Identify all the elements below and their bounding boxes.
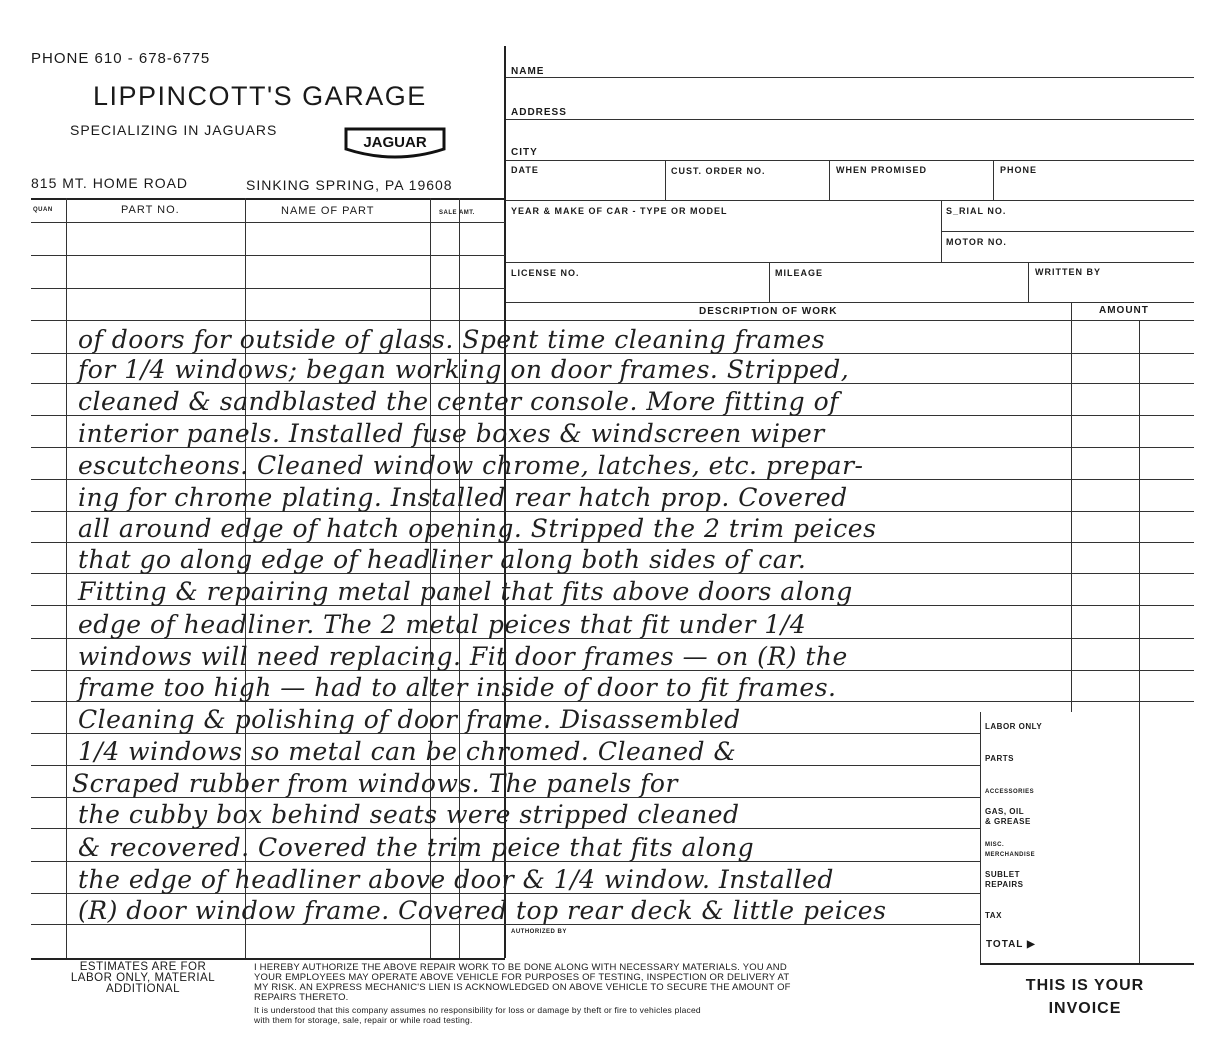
charge-misc: MISC. [985, 842, 1005, 848]
charge-repairs: REPAIRS [985, 880, 1024, 889]
header-quan: QUAN [33, 207, 53, 213]
handwritten-line: interior panels. Installed fuse boxes & windscreen wiper [78, 419, 825, 448]
authorization-line: I HEREBY AUTHORIZE THE ABOVE REPAIR WORK TO BE DONE ALONG WITH NECESSARY MATERIALS. YOU AND [254, 962, 787, 973]
vline-mileage [1028, 262, 1029, 302]
vline-promised [993, 160, 994, 200]
charge-parts: PARTS [985, 754, 1015, 763]
handwritten-line: edge of headliner. The 2 metal peices that fit under 1/4 [78, 610, 807, 639]
label-name: NAME [511, 66, 545, 77]
company-city-line: SINKING SPRING, PA 19608 [246, 177, 453, 193]
invoice-notice [1000, 974, 1170, 1020]
vline-serial [941, 200, 942, 262]
handwritten-line: Scraped rubber from windows. The panels for [72, 769, 678, 798]
rule-city [506, 160, 1194, 161]
charge-sublet: SUBLET [985, 870, 1020, 879]
rule-serial [941, 231, 1194, 232]
vline-quan [66, 198, 67, 958]
estimates-line: ESTIMATES ARE FOR [79, 961, 207, 973]
company-street: 815 MT. HOME ROAD [31, 175, 189, 191]
rule-parts-row [31, 320, 505, 321]
jaguar-logo [340, 125, 450, 159]
label-date: DATE [511, 165, 539, 175]
handwritten-line: & recovered. Covered the trim peice that fits along [78, 833, 755, 862]
authorization-line: YOUR EMPLOYEES MAY OPERATE ABOVE VEHICLE FOR PURPOSES OF TESTING, INSPECTION OR DELIVERY AT [254, 972, 790, 983]
handwritten-line: for 1/4 windows; began working on door frames. Stripped, [78, 355, 850, 384]
invoice-line: THIS IS YOUR [1025, 977, 1145, 994]
handwritten-line: the cubby box behind seats were stripped cleaned [78, 800, 740, 829]
rule-total [980, 963, 1194, 965]
handwritten-line: frame too high — had to alter inside of door to fit frames. [78, 673, 837, 702]
estimates-line: LABOR ONLY, MATERIAL [70, 972, 216, 984]
invoice-line: INVOICE [1048, 1000, 1122, 1017]
label-address: ADDRESS [511, 107, 567, 118]
authorization-line: MY RISK. AN EXPRESS MECHANIC'S LIEN IS ACKNOWLEDGED ON ABOVE VEHICLE TO SECURE THE AMOUNT OF [254, 982, 791, 993]
charge-total: TOTAL ▶ [986, 939, 1036, 950]
charge-accessories: ACCESSORIES [985, 789, 1035, 795]
rule-parts-row [31, 255, 505, 256]
rule-date [506, 200, 1194, 201]
label-year-make: YEAR & MAKE OF CAR - TYPE OR MODEL [511, 206, 728, 216]
estimates-line: ADDITIONAL [105, 983, 180, 995]
description-header: DESCRIPTION OF WORK [699, 306, 838, 317]
rule-parts-top [31, 198, 505, 200]
handwritten-line: cleaned & sandblasted the center console. More fitting of [78, 387, 839, 416]
company-name: LIPPINCOTT'S GARAGE [93, 81, 427, 111]
label-serial: S_RIAL NO. [946, 206, 1007, 216]
charge-grease: & GREASE [985, 817, 1031, 826]
header-part-no: PART NO. [121, 204, 180, 216]
company-specialty: SPECIALIZING IN JAGUARS [70, 122, 278, 138]
vline-amount [1071, 302, 1072, 712]
company-phone: PHONE 610 - 678-6775 [31, 50, 211, 67]
label-city: CITY [511, 147, 538, 158]
label-phone: PHONE [1000, 165, 1038, 175]
charge-merchandise: MERCHANDISE [985, 852, 1036, 858]
label-cust-order: CUST. ORDER NO. [671, 166, 766, 176]
rule-car [506, 262, 1194, 263]
handwritten-line: that go along edge of headliner along both sides of car. [78, 545, 807, 574]
header-name-of-part: NAME OF PART [281, 205, 375, 217]
authorization-line: REPAIRS THERETO. [254, 992, 349, 1003]
rule-parts-row [31, 288, 505, 289]
rule-license [506, 302, 1194, 303]
vline-charges [980, 712, 981, 964]
handwritten-line: escutcheons. Cleaned window chrome, latches, etc. prepar- [78, 451, 864, 480]
rule-parts-header [31, 222, 505, 223]
logo-text: JAGUAR [363, 134, 427, 151]
handwritten-line: the edge of headliner above door & 1/4 window. Installed [78, 865, 834, 894]
vline-amount-cents [1139, 320, 1140, 964]
handwritten-line: of doors for outside of glass. Spent time cleaning frames [78, 325, 826, 354]
label-motor: MOTOR NO. [946, 237, 1007, 247]
vline-order [829, 160, 830, 200]
label-written-by: WRITTEN BY [1035, 267, 1101, 277]
handwritten-line: 1/4 windows so metal can be chromed. Cleaned & [78, 737, 737, 766]
handwritten-line: ing for chrome plating. Installed rear hatch prop. Covered [78, 483, 848, 512]
rule-address [506, 119, 1194, 120]
handwritten-line: (R) door window frame. Covered top rear deck & little peices [78, 896, 887, 925]
authorization-line: with them for storage, sale, repair or while road testing. [254, 1015, 473, 1025]
rule-desc-header [506, 320, 1194, 321]
charge-labor-only: LABOR ONLY [985, 722, 1043, 731]
handwritten-line: windows will need replacing. Fit door frames — on (R) the [78, 642, 848, 671]
amount-header: AMOUNT [1099, 305, 1149, 316]
authorization-line: It is understood that this company assumes no responsibility for loss or damage by theft or fire to vehicles placed [254, 1005, 701, 1015]
label-license: LICENSE NO. [511, 268, 580, 278]
handwritten-line: all around edge of hatch opening. Stripped the 2 trim peices [78, 514, 877, 543]
label-authorized-by: AUTHORIZED BY [511, 929, 567, 935]
rule-name [506, 77, 1194, 78]
handwritten-line: Fitting & repairing metal panel that fits above doors along [78, 577, 853, 606]
estimates-note [38, 962, 248, 995]
handwritten-line: Cleaning & polishing of door frame. Disassembled [78, 705, 741, 734]
charge-gas-oil: GAS, OIL [985, 807, 1025, 816]
charge-tax: TAX [985, 911, 1002, 920]
vline-license [769, 262, 770, 302]
rule-bottom [31, 958, 505, 960]
label-mileage: MILEAGE [775, 268, 824, 278]
label-when-promised: WHEN PROMISED [836, 165, 928, 175]
vline-date [665, 160, 666, 200]
header-sale-amt: SALE AMT. [439, 210, 475, 216]
